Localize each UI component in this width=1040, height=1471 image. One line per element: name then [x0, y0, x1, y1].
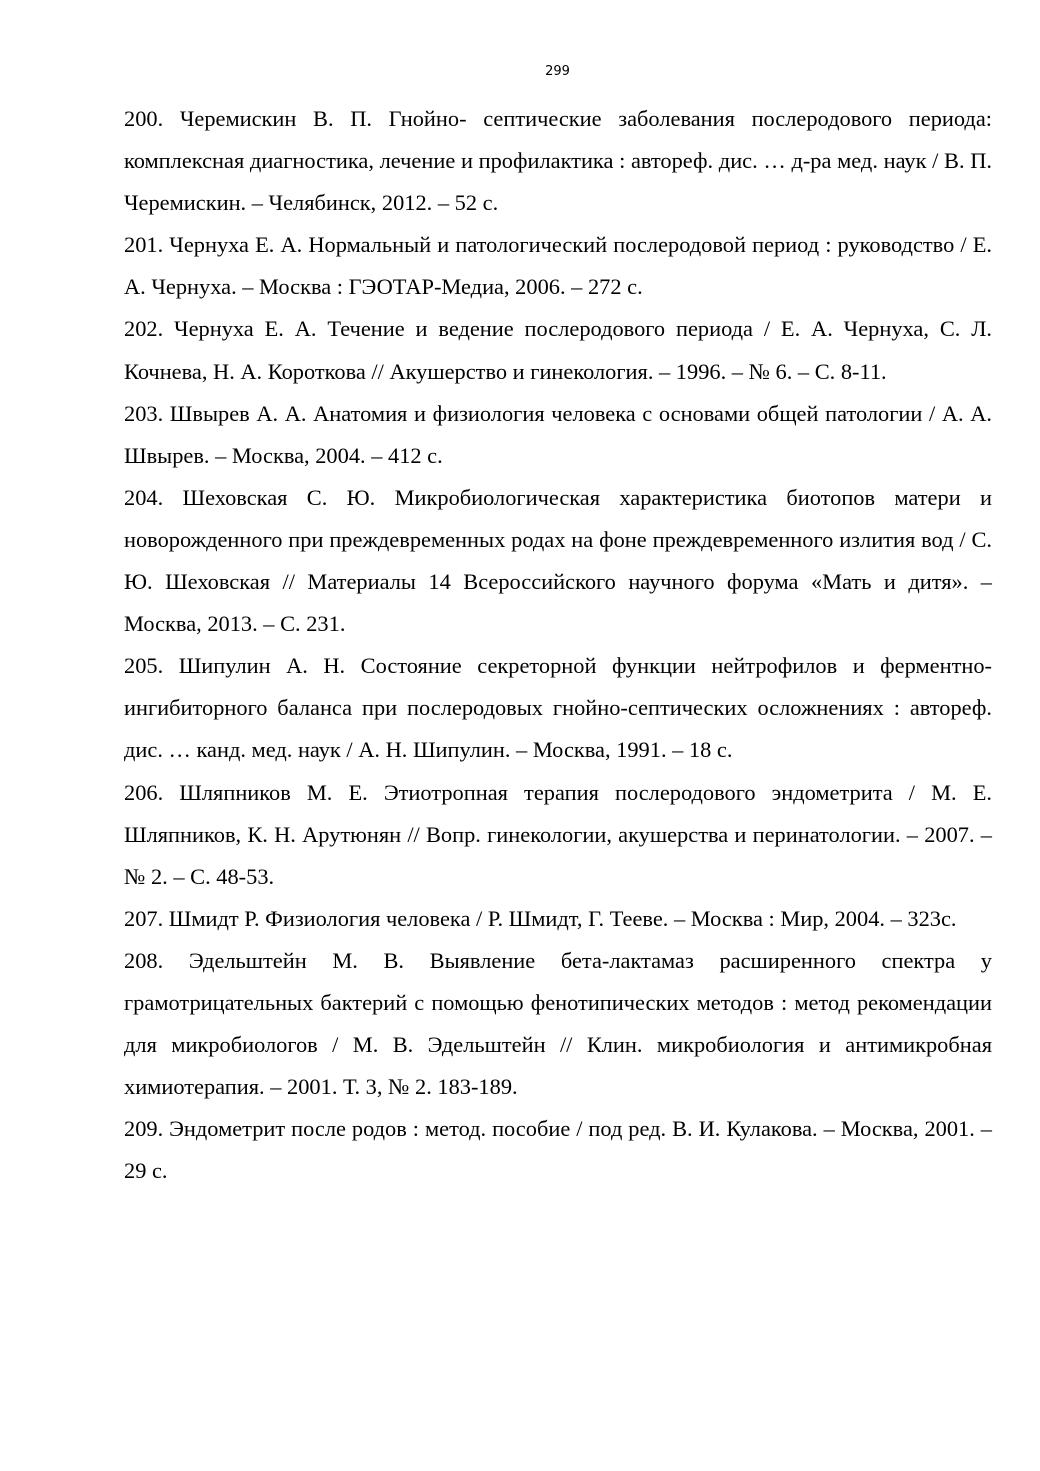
reference-item: 200. Черемискин В. П. Гнойно- септические заболевания послеродового периода: комплексная диагностика, лечение и профилактика : автореф. дис. … д-ра мед. наук / В. П. Черемискин. – Челябинск, 2012. – 52 с.	[124, 106, 992, 216]
reference-item: 205. Шипулин А. Н. Состояние секреторной функции нейтрофилов и ферментно-ингибиторного баланса при послеродовых гнойно-септических осложнениях : автореф. дис. … канд. мед. наук / А. Н. Шипулин. – Москва, 1991. – 18 с.	[124, 653, 992, 763]
reference-item: 206. Шляпников М. Е. Этиотропная терапия послеродового эндометрита / М. Е. Шляпников, К. Н. Арутюнян // Вопр. гинекологии, акушерства и перинатологии. – 2007. – № 2. – С. 48-53.	[124, 779, 992, 889]
reference-item: 207. Шмидт Р. Физиология человека / Р. Шмидт, Г. Тееве. – Москва : Мир, 2004. – 323с.	[124, 905, 957, 931]
page-number: 299	[545, 64, 570, 79]
reference-item: 204. Шеховская С. Ю. Микробиологическая характеристика биотопов матери и новорожденного при преждевременных родах на фоне преждевременного излития вод / С. Ю. Шеховская // Материалы 14 Всероссийского научного форума «Мать и дитя». – Москва, 2013. – С. 231.	[124, 484, 992, 637]
reference-item: 209. Эндометрит после родов : метод. пособие / под ред. В. И. Кулакова. – Москва, 2001. – 29 с.	[124, 1116, 992, 1184]
reference-item: 201. Чернуха Е. А. Нормальный и патологический послеродовой период : руководство / Е. А. Чернуха. – Москва : ГЭОТАР-Медиа, 2006. – 272 с.	[124, 232, 992, 300]
reference-item: 202. Чернуха Е. А. Течение и ведение послеродового периода / Е. А. Чернуха, С. Л. Кочнева, Н. А. Короткова // Акушерство и гинекология. – 1996. – № 6. – С. 8-11.	[124, 316, 992, 384]
reference-item: 208. Эдельштейн М. В. Выявление бета-лактамаз расширенного спектра у грамотрицательных бактерий с помощью фенотипических методов : метод рекомендации для микробиологов / М. В. Эдельштейн // Клин. микробиология и антимикробная химиотерапия. – 2001. Т. 3, № 2. 183-189.	[124, 947, 992, 1100]
reference-item: 203. Швырев А. А. Анатомия и физиология человека с основами общей патологии / А. А. Швырев. – Москва, 2004. – 412 с.	[124, 400, 992, 468]
reference-list	[124, 98, 992, 1192]
